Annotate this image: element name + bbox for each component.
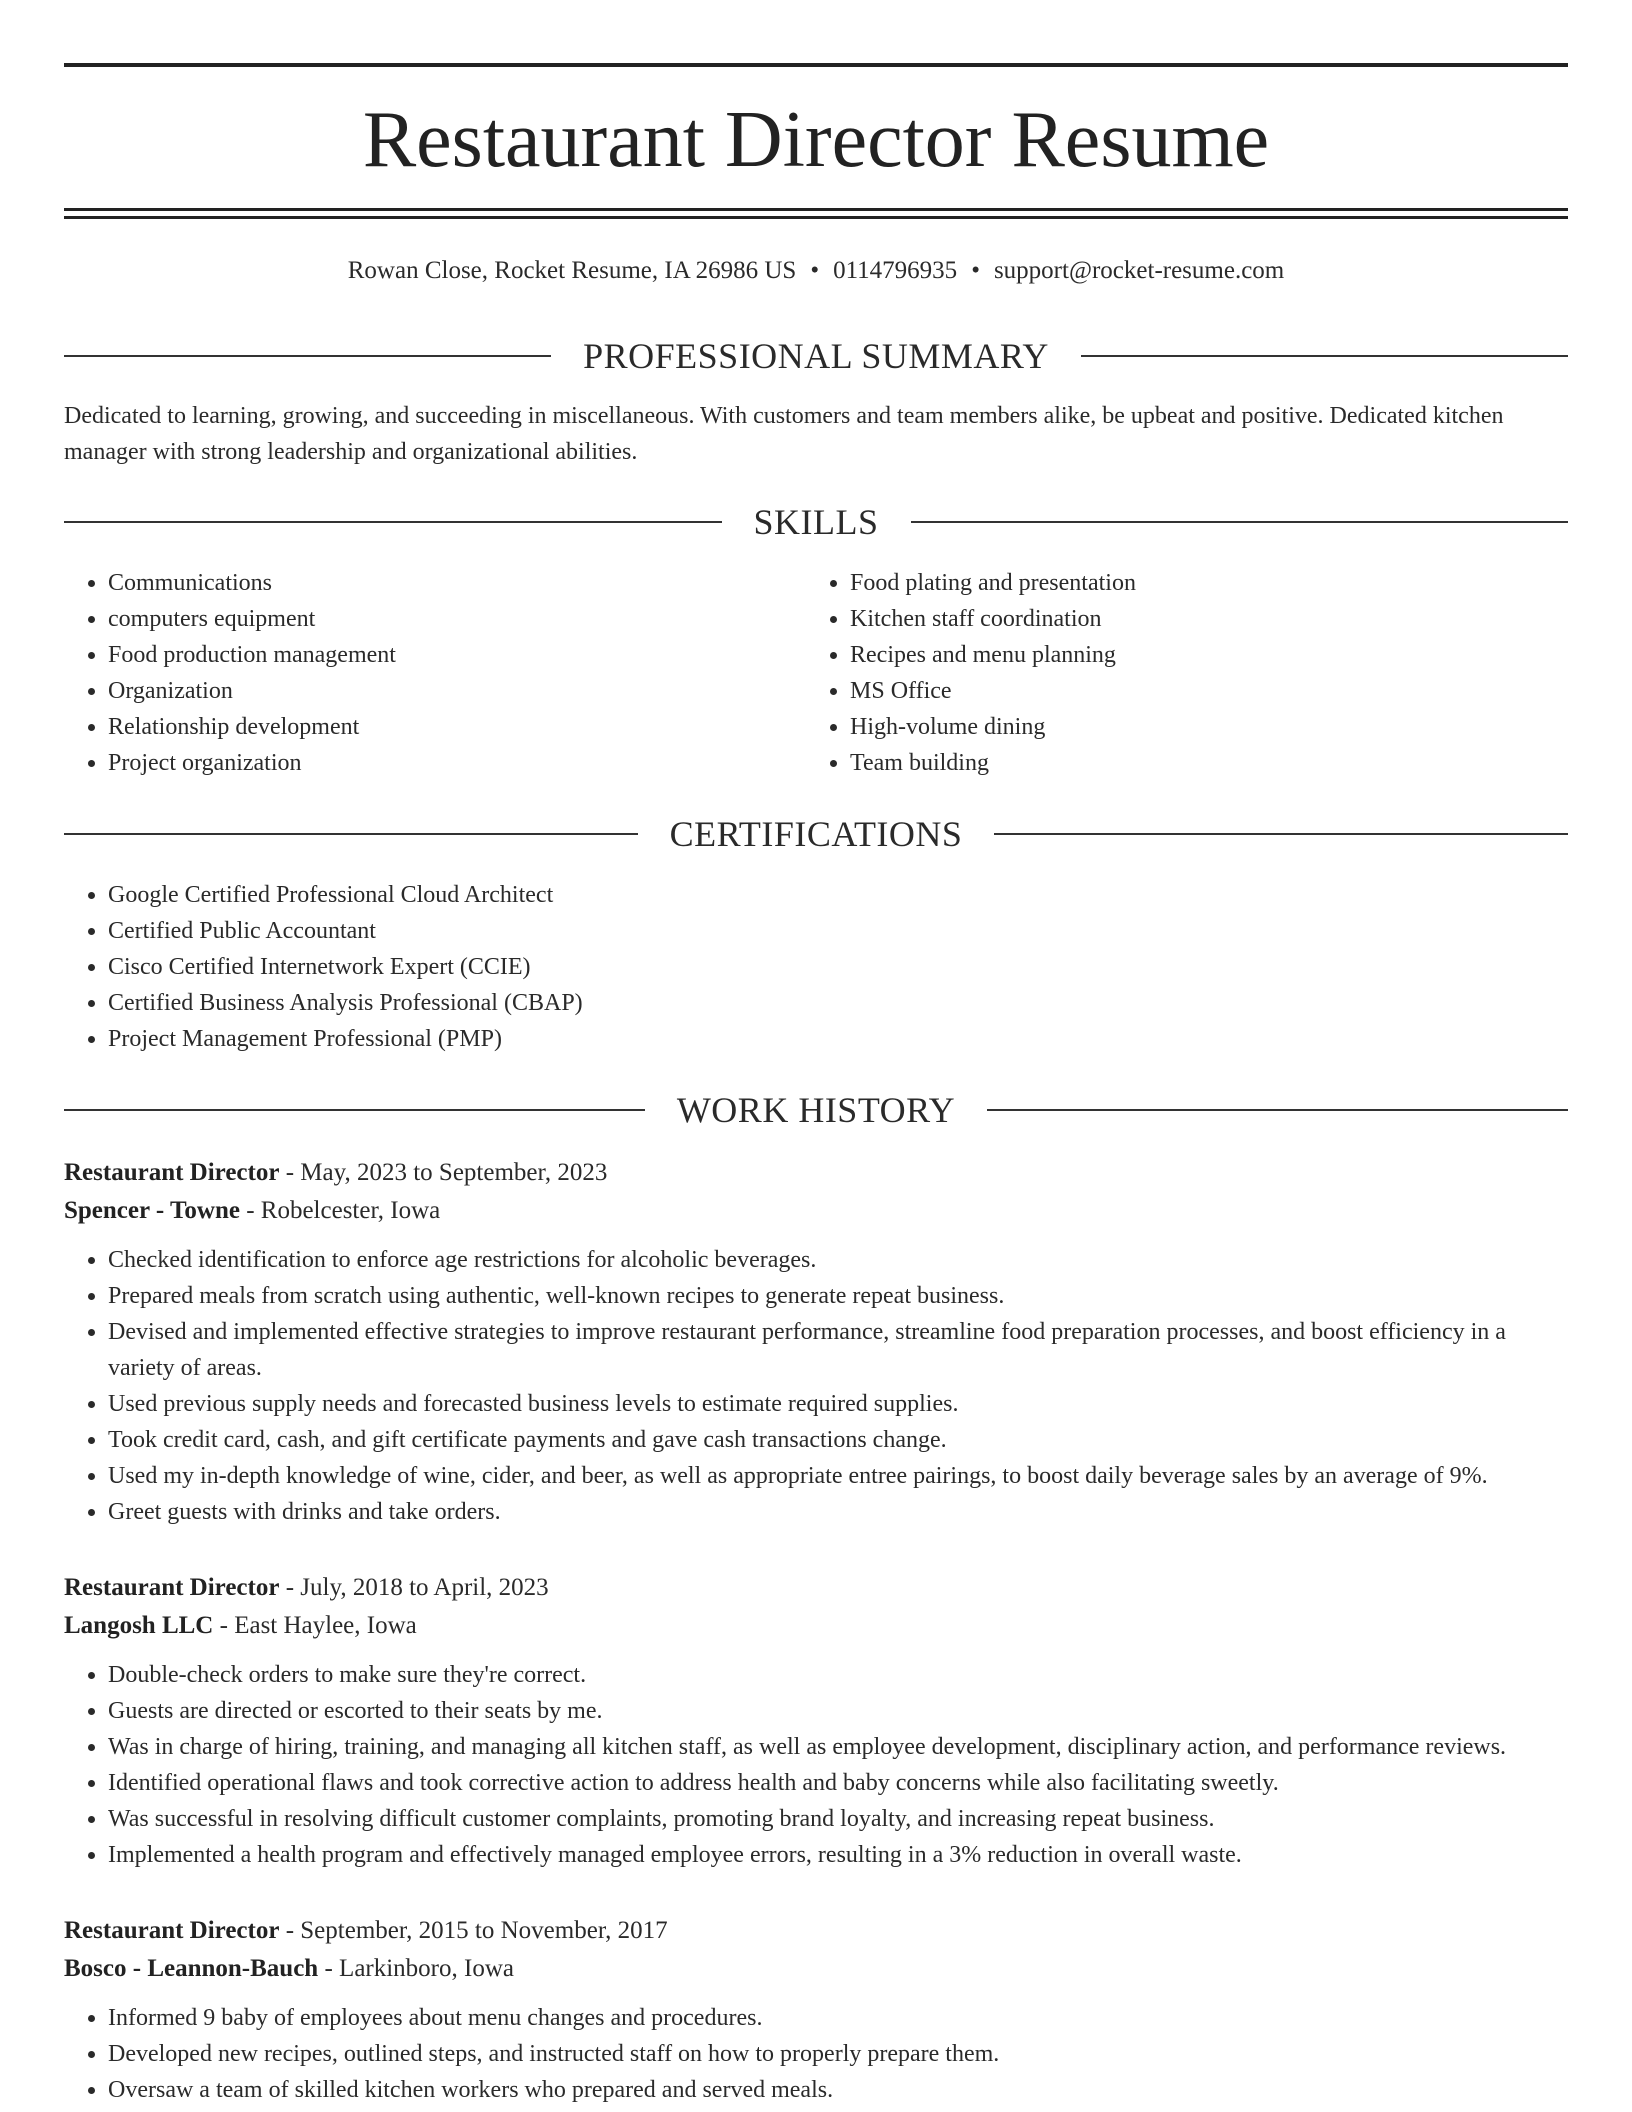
job-title-line: [64, 1154, 1568, 1192]
section-title-certifications: CERTIFICATIONS: [669, 814, 963, 854]
job-location: - Robelcester, Iowa: [239, 1197, 441, 1224]
contact-email: support@rocket-resume.com: [993, 257, 1285, 284]
skill-item: • Organization: [108, 673, 804, 709]
heading-rule: [64, 833, 638, 835]
job-duty: • Greet guests with drinks and take orders.: [108, 1494, 1568, 1530]
heading-rule: [994, 833, 1568, 835]
job-entry: [64, 1569, 1568, 1873]
job-dates: - July, 2018 to April, 2023: [279, 1574, 549, 1601]
skill-item: • computers equipment: [108, 601, 804, 637]
section-heading-certifications: [64, 812, 1568, 856]
skill-item: • Recipes and menu planning: [850, 637, 1546, 673]
skill-item: • Relationship development: [108, 709, 804, 745]
top-rule: [64, 63, 1568, 67]
job-duty: • Used my in-depth knowledge of wine, cider, and beer, as well as appropriate entree pairings, to boost daily beverage sales by an average of 9%.: [108, 1458, 1568, 1494]
skill-item: • Food production management: [108, 637, 804, 673]
section-heading-summary: [64, 334, 1568, 378]
job-company: Spencer - Towne: [64, 1197, 240, 1224]
certification-item: • Certified Public Accountant: [108, 913, 1568, 949]
heading-rule: [64, 355, 551, 357]
job-role: Restaurant Director: [64, 1917, 280, 1944]
skill-item: • Communications: [108, 565, 804, 601]
skills-column-left: [64, 565, 804, 781]
job-title-line: [64, 1912, 1568, 1950]
section-title-skills: SKILLS: [753, 502, 879, 542]
job-duty: • Took credit card, cash, and gift certificate payments and gave cash transactions change.: [108, 1422, 1568, 1458]
job-duties-list: [64, 2000, 1568, 2108]
certifications-block: [64, 877, 1568, 1057]
skill-item: • Project organization: [108, 745, 804, 781]
contact-line: [64, 254, 1568, 288]
job-duty: • Checked identification to enforce age restrictions for alcoholic beverages.: [108, 1242, 1568, 1278]
summary-text: Dedicated to learning, growing, and succeeding in miscellaneous. With customers and team members alike, be upbeat and positive. Dedicated kitchen manager with strong leadership and organizational abilities.: [64, 403, 1504, 465]
job-entry: [64, 1154, 1568, 1530]
job-company-line: [64, 1607, 1568, 1645]
skill-item: • Kitchen staff coordination: [850, 601, 1546, 637]
job-dates: - September, 2015 to November, 2017: [279, 1917, 668, 1944]
skill-item: • Team building: [850, 745, 1546, 781]
job-duty: • Devised and implemented effective strategies to improve restaurant performance, streamline food preparation processes, and boost efficiency in a variety of areas.: [108, 1314, 1568, 1386]
job-duty: • Used previous supply needs and forecasted business levels to estimate required supplies.: [108, 1386, 1568, 1422]
heading-rule: [1081, 355, 1568, 357]
job-duty: • Double-check orders to make sure they're correct.: [108, 1657, 1568, 1693]
job-location: - East Haylee, Iowa: [213, 1612, 417, 1639]
job-duty: • Informed 9 baby of employees about menu changes and procedures.: [108, 2000, 1568, 2036]
certification-item: • Cisco Certified Internetwork Expert (CCIE): [108, 949, 1568, 985]
job-entry: [64, 1912, 1568, 2108]
job-role: Restaurant Director: [64, 1159, 280, 1186]
skill-item: • Food plating and presentation: [850, 565, 1546, 601]
job-company: Langosh LLC: [64, 1612, 214, 1639]
skill-item: • MS Office: [850, 673, 1546, 709]
section-heading-skills: [64, 500, 1568, 544]
job-duty: • Was in charge of hiring, training, and managing all kitchen staff, as well as employee development, disciplinary action, and performance reviews.: [108, 1729, 1568, 1765]
job-duty: • Developed new recipes, outlined steps, and instructed staff on how to properly prepare them.: [108, 2036, 1568, 2072]
title-double-rule: [64, 208, 1568, 220]
resume-title: Restaurant Director Resume: [362, 96, 1270, 184]
contact-address: Rowan Close, Rocket Resume, IA 26986 US: [347, 257, 797, 284]
job-duty: • Implemented a health program and effectively managed employee errors, resulting in a 3% reduction in overall waste.: [108, 1837, 1568, 1873]
heading-rule: [911, 521, 1569, 523]
job-title-line: [64, 1569, 1568, 1607]
skill-item: • High-volume dining: [850, 709, 1546, 745]
job-role: Restaurant Director: [64, 1574, 280, 1601]
job-duty: • Identified operational flaws and took corrective action to address health and baby concerns while also facilitating sweetly.: [108, 1765, 1568, 1801]
skills-list-left: [64, 565, 804, 781]
job-dates: - May, 2023 to September, 2023: [279, 1159, 608, 1186]
job-company: Bosco - Leannon-Bauch: [64, 1955, 319, 1982]
skills-list-right: [806, 565, 1546, 781]
skills-column-right: [806, 565, 1546, 781]
section-title-work-history: WORK HISTORY: [676, 1090, 956, 1130]
contact-separator: •: [971, 257, 980, 284]
certifications-list: [64, 877, 1568, 1057]
job-location: - Larkinboro, Iowa: [318, 1955, 514, 1982]
certification-item: • Project Management Professional (PMP): [108, 1021, 1568, 1057]
job-duty: • Oversaw a team of skilled kitchen workers who prepared and served meals.: [108, 2072, 1568, 2108]
job-duties-list: [64, 1242, 1568, 1530]
heading-rule: [64, 1109, 645, 1111]
job-company-line: [64, 1950, 1568, 1988]
certification-item: • Google Certified Professional Cloud Architect: [108, 877, 1568, 913]
contact-phone: 0114796935: [833, 257, 958, 284]
section-heading-work-history: [64, 1088, 1568, 1132]
heading-rule: [64, 521, 722, 523]
section-title-summary: PROFESSIONAL SUMMARY: [583, 336, 1049, 376]
heading-rule: [987, 1109, 1568, 1111]
job-duty: • Prepared meals from scratch using authentic, well-known recipes to generate repeat business.: [108, 1278, 1568, 1314]
certification-item: • Certified Business Analysis Professional (CBAP): [108, 985, 1568, 1021]
contact-separator: •: [810, 257, 820, 284]
job-duty: • Was successful in resolving difficult customer complaints, promoting brand loyalty, and increasing repeat business.: [108, 1801, 1568, 1837]
job-company-line: [64, 1192, 1568, 1230]
job-duties-list: [64, 1657, 1568, 1873]
job-duty: • Guests are directed or escorted to their seats by me.: [108, 1693, 1568, 1729]
